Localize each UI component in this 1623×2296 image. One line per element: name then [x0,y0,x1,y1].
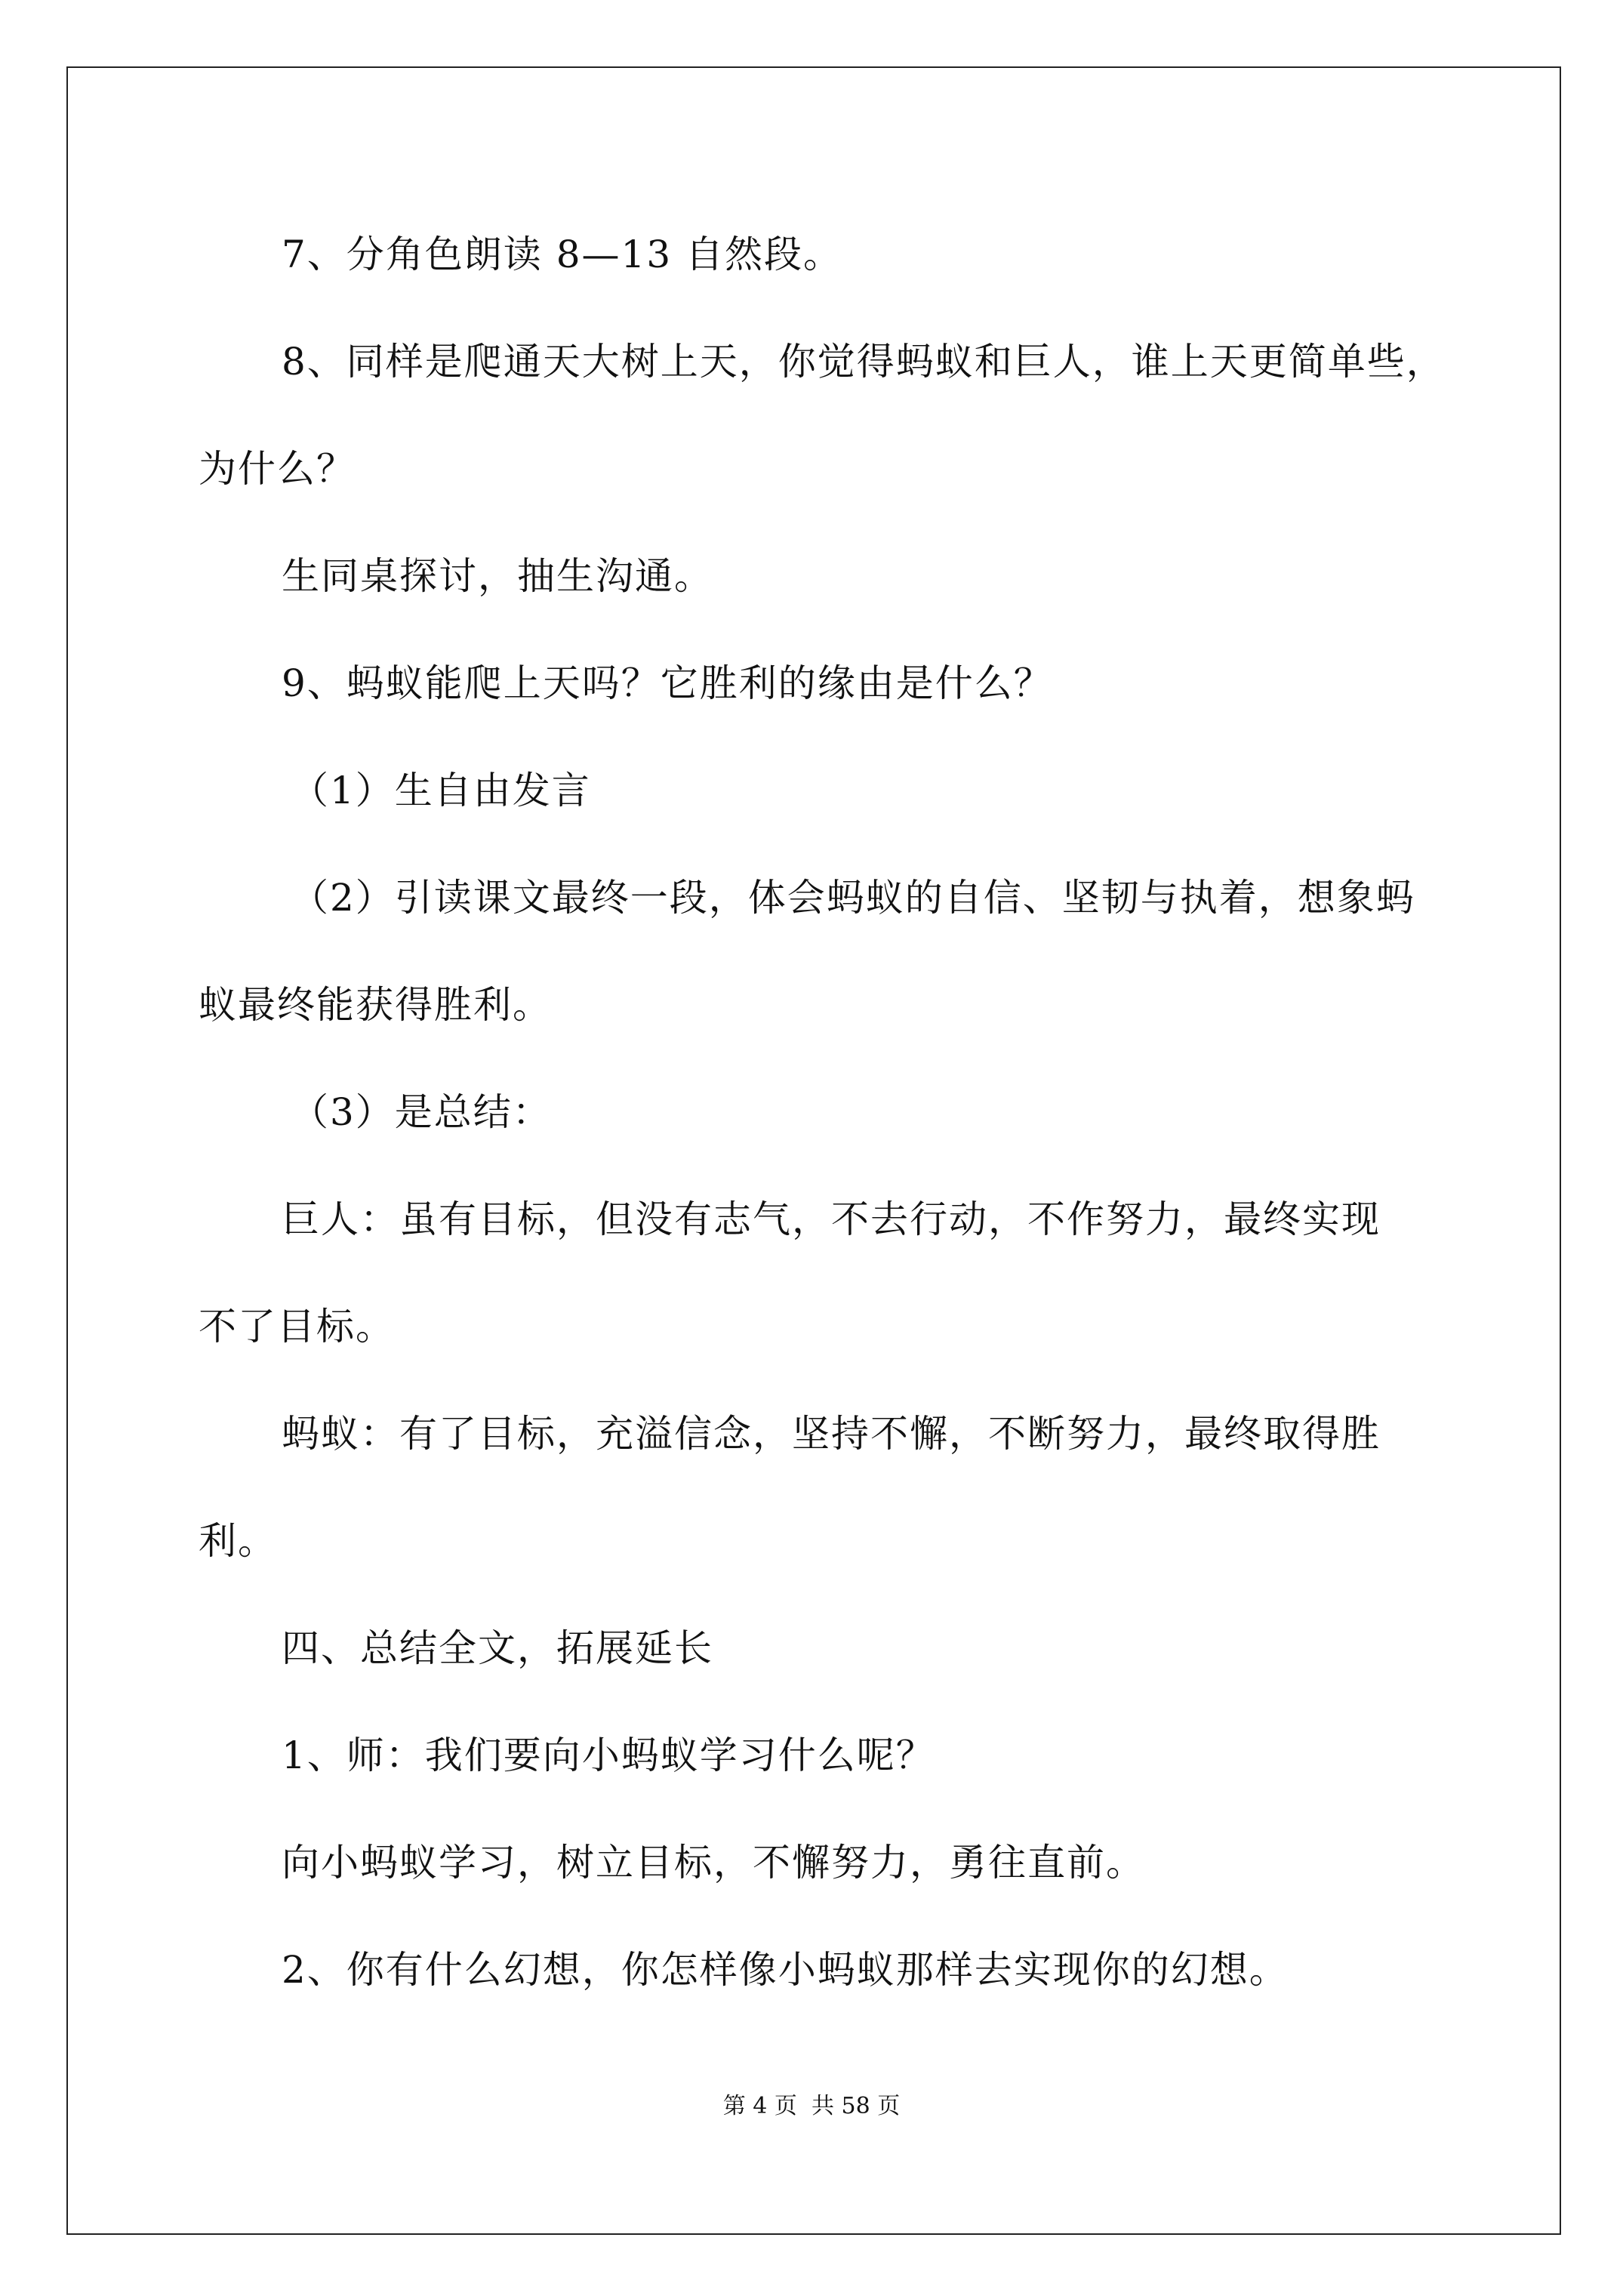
paragraph-line: 不了目标。 [199,1305,395,1348]
paragraph-line: 7、分角色朗读 8—13 自然段。 [282,233,843,276]
paragraph-line: 四、总结全文，拓展延长 [282,1626,713,1670]
paragraph-line: （2）引读课文最终一段，体会蚂蚁的自信、坚韧与执着，想象蚂 [291,876,1415,920]
paragraph-line: 9、蚂蚁能爬上天吗？它胜利的缘由是什么？ [282,661,1053,705]
paragraph-line: 8、同样是爬通天大树上天，你觉得蚂蚁和巨人，谁上天更简单些， [282,340,1446,384]
paragraph-line: 蚁最终能获得胜利。 [199,983,552,1027]
paragraph-line: 2、你有什么幻想，你怎样像小蚂蚁那样去实现你的幻想。 [282,1948,1289,1992]
paragraph-line: 生同桌探讨，抽生沟通。 [282,554,713,598]
page-number-footer: 第 4 页 共 58 页 [722,2093,901,2119]
paragraph-line: 1、师：我们要向小蚂蚁学习什么呢？ [282,1734,935,1777]
paragraph-line: 蚂蚁：有了目标，充溢信念，坚持不懈，不断努力，最终取得胜 [282,1412,1381,1456]
paragraph-line: 利。 [199,1519,277,1563]
paragraph-line: 为什么？ [199,447,356,491]
page-frame [66,66,1561,2235]
paragraph-line: 向小蚂蚁学习，树立目标，不懈努力，勇往直前。 [282,1841,1145,1885]
paragraph-line: （3）是总结： [291,1090,552,1134]
paragraph-line: 巨人：虽有目标，但没有志气，不去行动，不作努力，最终实现 [282,1197,1381,1241]
paragraph-line: （1）生自由发言 [291,769,591,812]
